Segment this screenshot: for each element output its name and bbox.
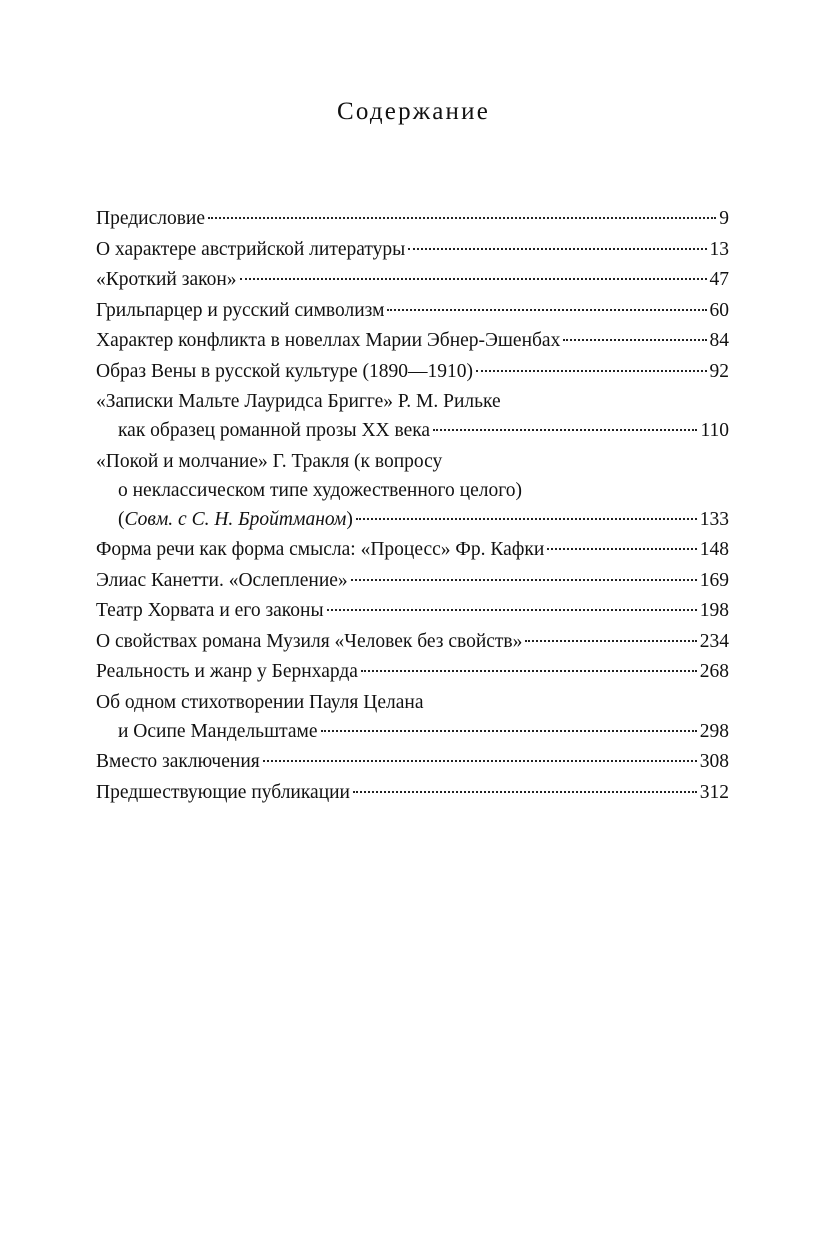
toc-entry-title: Форма речи как форма смысла: «Процесс» Фр. Кафки — [96, 539, 545, 560]
toc-entry-kafka[interactable] — [96, 535, 729, 564]
toc-entry-title: Об одном стихотворении Пауля Целана — [96, 691, 424, 713]
dot-leader — [263, 760, 697, 762]
toc-page-number: 268 — [699, 661, 729, 682]
toc-page-number: 169 — [699, 569, 729, 591]
dot-leader — [353, 791, 697, 793]
dot-leader — [433, 429, 697, 431]
toc-page-number: 9 — [719, 208, 729, 229]
toc-page-number: 234 — [699, 630, 729, 652]
toc-entry-title: Предшествующие публикации — [96, 781, 350, 803]
dot-leader — [525, 640, 696, 642]
toc-entry-coauthor — [118, 505, 353, 534]
toc-page-number: 60 — [709, 299, 729, 321]
toc-page-number: 13 — [709, 238, 729, 260]
toc-entry-bernhard[interactable] — [96, 657, 729, 686]
dot-leader — [547, 548, 696, 550]
toc-page-number: 84 — [709, 330, 729, 351]
toc-entry-preface[interactable] — [96, 204, 729, 233]
toc-page-number: 148 — [699, 539, 729, 560]
toc-entry-prior-publications[interactable] — [96, 778, 729, 807]
toc-entry-musil[interactable] — [96, 627, 729, 656]
toc-entry-title: Характер конфликта в новеллах Марии Эбнер-Эшенбах — [96, 330, 561, 351]
toc-entry-title: «Записки Мальте Лауридса Бригге» Р. М. Рильке — [96, 391, 501, 412]
toc-entry-title: Предисловие — [96, 208, 206, 229]
coauthor-note: Совм. с С. Н. Бройтманом — [124, 508, 347, 530]
toc-entry-title: Театр Хорвата и его законы — [96, 600, 324, 621]
toc-entry-rilke[interactable] — [96, 387, 729, 445]
dot-leader — [208, 217, 716, 219]
toc-entry-conclusion[interactable] — [96, 747, 729, 776]
toc-entry-title: Элиас Канетти. «Ослепление» — [96, 569, 348, 591]
toc-entry-horvath[interactable] — [96, 596, 729, 625]
dot-leader — [356, 518, 697, 520]
toc-entry-title-continued: и Осипе Мандельштаме — [118, 720, 318, 742]
toc-page-number: 133 — [699, 508, 729, 530]
toc-entry-title: Образ Вены в русской культуре (1890—1910) — [96, 360, 473, 382]
dot-leader — [387, 309, 706, 311]
toc-page-number: 298 — [699, 720, 729, 742]
toc-entry-gentle-law[interactable] — [96, 265, 729, 294]
dot-leader — [361, 670, 697, 672]
dot-leader — [563, 339, 706, 341]
dot-leader — [321, 730, 697, 732]
dot-leader — [327, 609, 697, 611]
dot-leader — [240, 278, 707, 280]
toc-entry-canetti[interactable] — [96, 566, 729, 595]
toc-entry-title: «Покой и молчание» Г. Тракля (к вопросу — [96, 450, 443, 472]
toc-page-number: 92 — [709, 360, 729, 382]
toc-entry-title: «Кроткий закон» — [96, 269, 237, 290]
toc-entry-vienna-image[interactable] — [96, 357, 729, 386]
coauthor-open-paren: ( — [118, 508, 125, 530]
toc-entry-title-continued: о неклассическом типе художественного целого) — [118, 479, 523, 501]
toc-entry-title: О свойствах романа Музиля «Человек без свойств» — [96, 630, 523, 652]
table-of-contents — [96, 204, 729, 808]
coauthor-close-paren: ) — [346, 508, 353, 530]
toc-entry-austrian-literature[interactable] — [96, 235, 729, 264]
toc-entry-celan[interactable] — [96, 688, 729, 746]
toc-entry-title: О характере австрийской литературы — [96, 238, 406, 260]
toc-entry-title: Реальность и жанр у Бернхарда — [96, 661, 358, 682]
page-title: Содержание — [337, 98, 490, 125]
toc-entry-title: Вместо заключения — [96, 751, 260, 772]
toc-page-number: 110 — [700, 420, 729, 441]
toc-entry-title: Грильпарцер и русский символизм — [96, 299, 385, 321]
toc-entry-trakl[interactable] — [96, 447, 729, 534]
toc-page-number: 198 — [699, 600, 729, 621]
dot-leader — [351, 579, 697, 581]
toc-page-number: 308 — [699, 751, 729, 772]
toc-entry-title-continued: как образец романной прозы XX века — [118, 420, 431, 441]
toc-entry-grillparzer[interactable] — [96, 296, 729, 325]
toc-page-number: 312 — [699, 781, 729, 803]
toc-page-number: 47 — [709, 269, 729, 290]
dot-leader — [408, 248, 706, 250]
toc-entry-ebner-eschenbach[interactable] — [96, 326, 729, 355]
dot-leader — [476, 370, 707, 372]
